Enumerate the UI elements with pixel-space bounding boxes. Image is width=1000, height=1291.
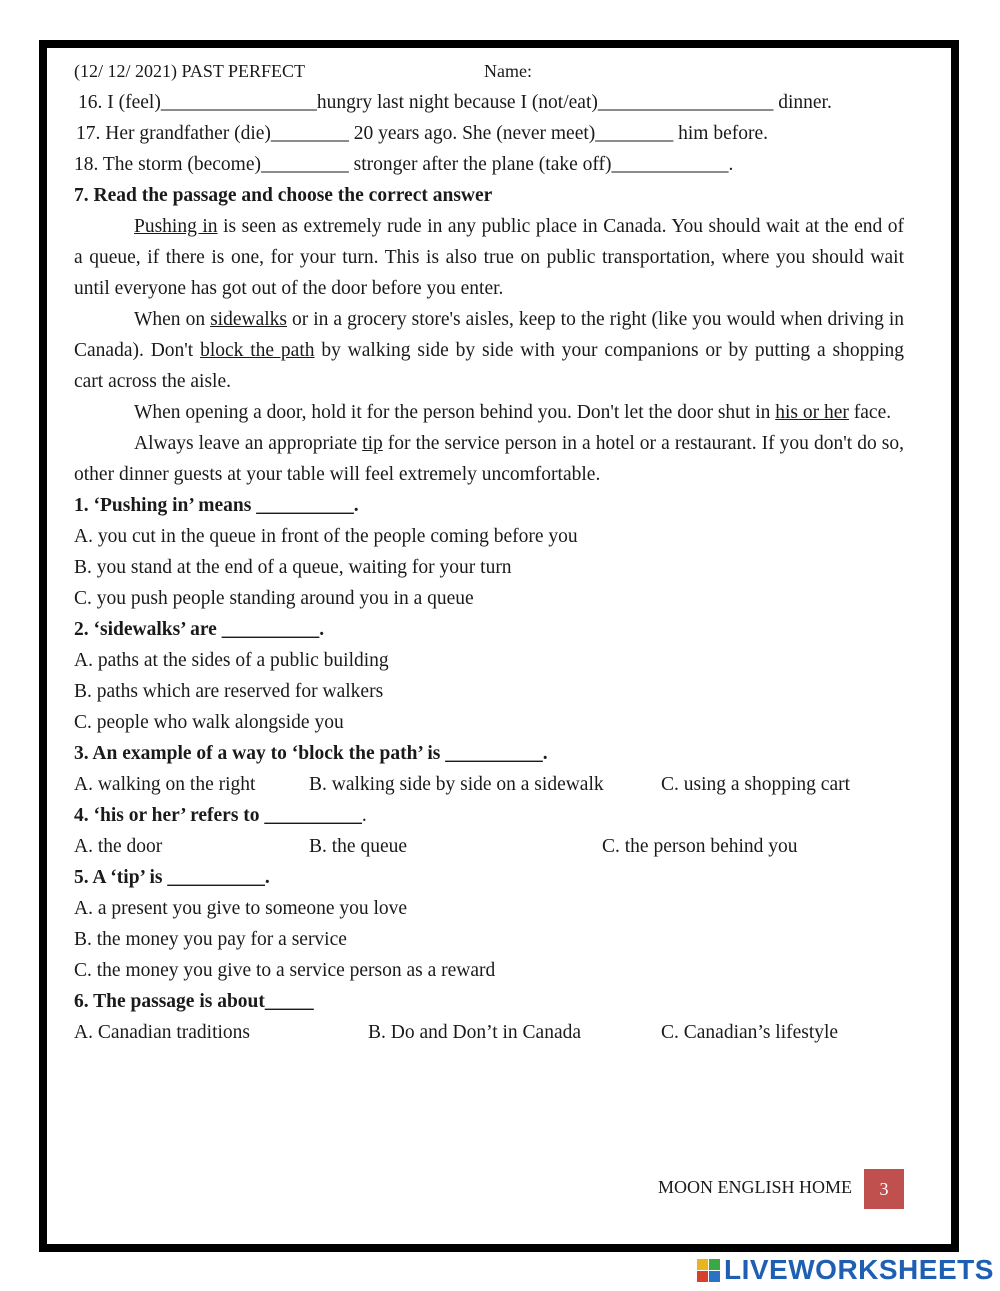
question-5-option-a[interactable]: A. a present you give to someone you love: [74, 898, 408, 919]
question-2-option-b[interactable]: B. paths which are reserved for walkers: [74, 681, 384, 702]
question-4-stem-text: 4. ‘his or her’ refers to __________: [74, 805, 362, 826]
name-field-label: Name:: [484, 61, 532, 81]
paragraph-text: Always leave an appropriate: [134, 433, 363, 454]
question-5-option-b[interactable]: B. the money you pay for a service: [74, 929, 347, 950]
question-2-option-a[interactable]: A. paths at the sides of a public building: [74, 650, 389, 671]
liveworksheets-blocks-icon: [697, 1259, 721, 1283]
paragraph-text: is seen as extremely rude in any public place in Canada. You should wait at the end of a queue, if there is one, for your turn. This is also true on public transportation, where you should wait until everyone has got out of the door before you enter.: [74, 216, 904, 299]
paragraph-text: When opening a door, hold it for the person behind you. Don't let the door shut in: [134, 402, 776, 423]
underlined-term-pushing-in: Pushing in: [134, 216, 218, 237]
question-1-option-a[interactable]: A. you cut in the queue in front of the people coming before you: [74, 526, 578, 547]
question-3-options: [74, 769, 904, 800]
question-4-stem: [74, 800, 904, 831]
paragraph-text: or in a grocery store's aisles, keep to the right (like you would when driving in Canada). Don't: [74, 309, 904, 361]
question-1-option-c[interactable]: C. you push people standing around you in a queue: [74, 588, 474, 609]
question-5-option-c[interactable]: C. the money you give to a service person as a reward: [74, 960, 496, 981]
worksheet-header: [74, 56, 904, 87]
paragraph-text: for the service person in a hotel or a restaurant. If you don't do so, other dinner guests at your table will feel extremely uncomfortable.: [74, 433, 905, 485]
liveworksheets-wordmark: LIVEWORKSHEETS: [724, 1254, 994, 1285]
question-3-option-c[interactable]: C. using a shopping cart: [661, 774, 851, 795]
question-4-option-a[interactable]: A. the door: [74, 836, 163, 857]
question-6-options: [74, 1017, 904, 1048]
passage-paragraph-1: [74, 211, 904, 304]
question-6-option-b[interactable]: B. Do and Don’t in Canada: [368, 1022, 582, 1043]
worksheet-content: [74, 56, 904, 1048]
question-4-option-b[interactable]: B. the queue: [309, 836, 408, 857]
question-4-options: [74, 831, 904, 862]
paragraph-text: face.: [848, 402, 892, 423]
section-title: 7. Read the passage and choose the correct answer: [74, 185, 493, 206]
question-3-option-a[interactable]: A. walking on the right: [74, 774, 256, 795]
page-number-badge: 3: [864, 1169, 904, 1209]
passage-paragraph-3: [74, 397, 904, 428]
page-footer: [640, 1169, 904, 1209]
question-6-option-c[interactable]: C. Canadian’s lifestyle: [661, 1022, 839, 1043]
question-6-option-a[interactable]: A. Canadian traditions: [74, 1022, 251, 1043]
passage-paragraph-2: [74, 304, 904, 397]
underlined-term-block-the-path: block the path: [200, 340, 315, 361]
question-1-option-b[interactable]: B. you stand at the end of a queue, waiting for your turn: [74, 557, 512, 578]
question-4-stem-period: .: [361, 805, 367, 826]
question-3-option-b[interactable]: B. walking side by side on a sidewalk: [309, 774, 604, 795]
underlined-term-tip: tip: [362, 433, 383, 454]
underlined-term-his-or-her: his or her: [775, 402, 849, 423]
paragraph-text: by walking side by side with your companions or by putting a shopping cart across the aisle.: [74, 340, 904, 392]
paragraph-text: When on: [134, 309, 211, 330]
question-4-option-c[interactable]: C. the person behind you: [602, 836, 798, 857]
liveworksheets-logo: [697, 1256, 997, 1286]
question-2-option-c[interactable]: C. people who walk alongside you: [74, 712, 344, 733]
question-2-stem: 2. ‘sidewalks’ are __________.: [74, 619, 325, 640]
footer-brand: MOON ENGLISH HOME: [658, 1177, 852, 1197]
exercise-18: 18. The storm (become)_________ stronger after the plane (take off)____________.: [74, 154, 734, 175]
exercise-16: 16. I (feel)________________hungry last night because I (not/eat)__________________ dinner.: [78, 92, 832, 113]
underlined-term-sidewalks: sidewalks: [210, 309, 287, 330]
passage-paragraph-4: [74, 428, 904, 490]
question-5-stem: 5. A ‘tip’ is __________.: [74, 867, 270, 888]
question-6-stem: 6. The passage is about_____: [74, 991, 314, 1012]
exercise-17: 17. Her grandfather (die)________ 20 years ago. She (never meet)________ him before.: [76, 123, 769, 144]
question-1-stem: 1. ‘Pushing in’ means __________.: [74, 495, 359, 516]
worksheet-title: (12/ 12/ 2021) PAST PERFECT: [74, 61, 306, 81]
question-3-stem: 3. An example of a way to ‘block the path’ is __________.: [74, 743, 548, 764]
